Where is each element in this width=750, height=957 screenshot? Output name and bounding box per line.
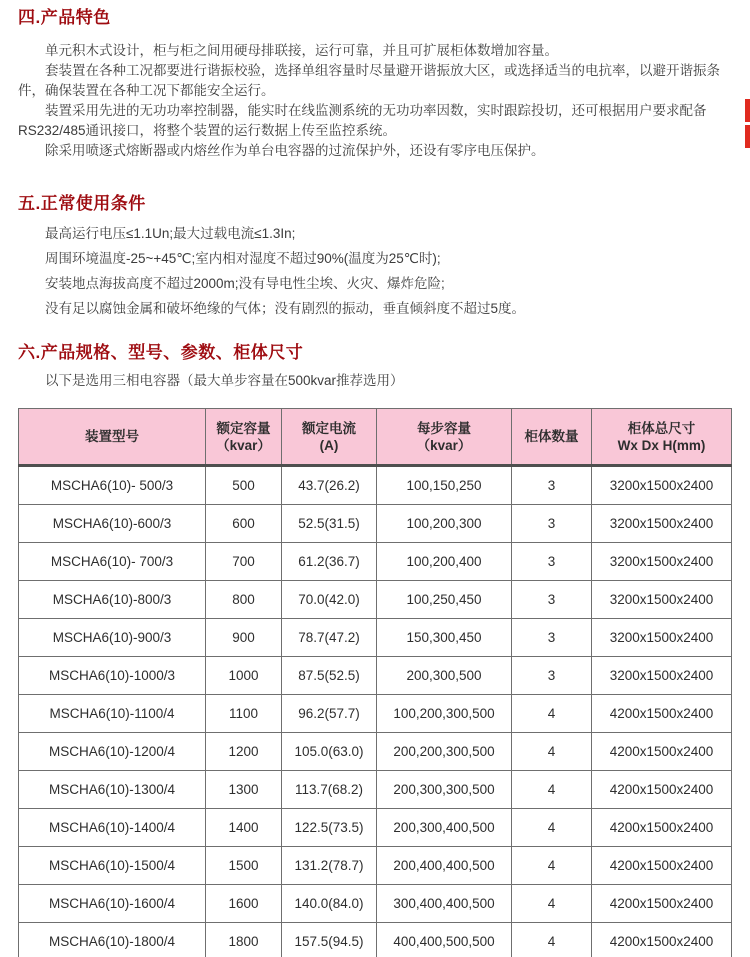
table-cell: 70.0(42.0) bbox=[282, 581, 377, 619]
column-header-cabinet-count: 柜体数量 bbox=[512, 409, 592, 466]
feature-paragraph: 套装置在各种工况都要进行谐振校验，选择单组容量时尽量避开谐振放大区，或选择适当的电抗率，以避开谐振条件，确保装置在各种工况下都能安全运行。 bbox=[18, 63, 720, 98]
table-cell: 4200x1500x2400 bbox=[592, 695, 732, 733]
table-cell: 800 bbox=[206, 581, 282, 619]
table-cell: 700 bbox=[206, 543, 282, 581]
table-cell: 3200x1500x2400 bbox=[592, 657, 732, 695]
condition-line: 周围环境温度-25~+45℃;室内相对湿度不超过90%(温度为25℃时); bbox=[45, 251, 441, 266]
table-cell: 4200x1500x2400 bbox=[592, 847, 732, 885]
table-cell: 122.5(73.5) bbox=[282, 809, 377, 847]
table-cell: 3 bbox=[512, 505, 592, 543]
table-cell: 1300 bbox=[206, 771, 282, 809]
table-cell: 200,200,300,500 bbox=[377, 733, 512, 771]
table-cell: 400,400,500,500 bbox=[377, 923, 512, 957]
table-cell: 600 bbox=[206, 505, 282, 543]
spec-table bbox=[18, 408, 732, 957]
table-cell: MSCHA6(10)-1100/4 bbox=[19, 695, 206, 733]
table-row bbox=[19, 885, 732, 923]
table-cell: 1500 bbox=[206, 847, 282, 885]
table-cell: 3200x1500x2400 bbox=[592, 619, 732, 657]
table-cell: MSCHA6(10)-1200/4 bbox=[19, 733, 206, 771]
table-cell: 200,300,300,500 bbox=[377, 771, 512, 809]
table-cell: 500 bbox=[206, 466, 282, 505]
table-cell: MSCHA6(10)- 700/3 bbox=[19, 543, 206, 581]
table-cell: 1600 bbox=[206, 885, 282, 923]
table-cell: 4 bbox=[512, 923, 592, 957]
feature-paragraph: 单元积木式设计，柜与柜之间用硬母排联接，运行可靠，并且可扩展柜体数增加容量。 bbox=[45, 43, 558, 58]
spec-table-header bbox=[19, 409, 732, 466]
table-row bbox=[19, 466, 732, 505]
table-cell: 4 bbox=[512, 771, 592, 809]
feature-paragraph: 除采用喷逐式熔断器或内熔丝作为单台电容器的过流保护外，还设有零序电压保护。 bbox=[45, 143, 545, 158]
table-cell: 3 bbox=[512, 581, 592, 619]
table-cell: 4 bbox=[512, 695, 592, 733]
section-product-features bbox=[18, 8, 732, 161]
table-row bbox=[19, 733, 732, 771]
table-cell: 3200x1500x2400 bbox=[592, 505, 732, 543]
header-row bbox=[19, 409, 732, 466]
table-cell: 78.7(47.2) bbox=[282, 619, 377, 657]
table-cell: 100,200,300,500 bbox=[377, 695, 512, 733]
table-cell: 100,150,250 bbox=[377, 466, 512, 505]
table-cell: MSCHA6(10)- 500/3 bbox=[19, 466, 206, 505]
table-cell: 52.5(31.5) bbox=[282, 505, 377, 543]
table-cell: 43.7(26.2) bbox=[282, 466, 377, 505]
feature-paragraph: 装置采用先进的无功功率控制器，能实时在线监测系统的无功功率因数，实时跟踪投切，还可根据用户要求配备RS232/485通讯接口，将整个装置的运行数据上传至监控系统。 bbox=[18, 103, 707, 138]
table-cell: 3200x1500x2400 bbox=[592, 581, 732, 619]
table-cell: 150,300,450 bbox=[377, 619, 512, 657]
column-header-step-capacity: 每步容量 （kvar） bbox=[377, 409, 512, 466]
table-cell: 4200x1500x2400 bbox=[592, 733, 732, 771]
table-cell: 3 bbox=[512, 619, 592, 657]
page-edge-red-mark bbox=[745, 99, 750, 122]
features-paragraphs bbox=[18, 41, 732, 161]
table-cell: 100,250,450 bbox=[377, 581, 512, 619]
table-cell: 1100 bbox=[206, 695, 282, 733]
table-row bbox=[19, 581, 732, 619]
table-cell: 1200 bbox=[206, 733, 282, 771]
column-header-cabinet-size: 柜体总尺寸 Wx Dx H(mm) bbox=[592, 409, 732, 466]
table-cell: MSCHA6(10)-900/3 bbox=[19, 619, 206, 657]
table-row bbox=[19, 923, 732, 957]
section-heading-specs: 六.产品规格、型号、参数、柜体尺寸 bbox=[18, 343, 304, 362]
table-cell: 200,400,400,500 bbox=[377, 847, 512, 885]
section-usage-conditions bbox=[18, 194, 732, 321]
table-cell: 1800 bbox=[206, 923, 282, 957]
table-cell: 100,200,400 bbox=[377, 543, 512, 581]
table-row bbox=[19, 809, 732, 847]
column-header-model: 装置型号 bbox=[19, 409, 206, 466]
table-row bbox=[19, 505, 732, 543]
table-cell: 3 bbox=[512, 657, 592, 695]
table-cell: 4 bbox=[512, 733, 592, 771]
table-cell: 1400 bbox=[206, 809, 282, 847]
condition-line: 最高运行电压≤1.1Un;最大过载电流≤1.3In; bbox=[45, 226, 296, 241]
table-cell: 200,300,500 bbox=[377, 657, 512, 695]
table-row bbox=[19, 619, 732, 657]
table-cell: 96.2(57.7) bbox=[282, 695, 377, 733]
page-edge-red-mark bbox=[745, 125, 750, 148]
table-cell: MSCHA6(10)-600/3 bbox=[19, 505, 206, 543]
table-cell: 4 bbox=[512, 885, 592, 923]
spec-table-body bbox=[19, 466, 732, 957]
specs-note: 以下是选用三相电容器（最大单步容量在500kvar推荐选用） bbox=[45, 373, 404, 388]
table-row bbox=[19, 657, 732, 695]
table-cell: MSCHA6(10)-800/3 bbox=[19, 581, 206, 619]
table-cell: 3 bbox=[512, 543, 592, 581]
table-cell: 200,300,400,500 bbox=[377, 809, 512, 847]
table-cell: 87.5(52.5) bbox=[282, 657, 377, 695]
table-row bbox=[19, 695, 732, 733]
table-cell: 140.0(84.0) bbox=[282, 885, 377, 923]
section-heading-features: 四.产品特色 bbox=[18, 8, 111, 27]
table-cell: MSCHA6(10)-1500/4 bbox=[19, 847, 206, 885]
section-product-specs bbox=[18, 343, 732, 957]
column-header-rated-capacity: 额定容量 （kvar） bbox=[206, 409, 282, 466]
section-heading-conditions: 五.正常使用条件 bbox=[18, 194, 146, 213]
table-cell: 131.2(78.7) bbox=[282, 847, 377, 885]
table-cell: 300,400,400,500 bbox=[377, 885, 512, 923]
condition-line: 没有足以腐蚀金属和破坏绝缘的气体；没有剧烈的振动，垂直倾斜度不超过5度。 bbox=[45, 301, 526, 316]
table-cell: 100,200,300 bbox=[377, 505, 512, 543]
table-cell: MSCHA6(10)-1600/4 bbox=[19, 885, 206, 923]
table-cell: MSCHA6(10)-1400/4 bbox=[19, 809, 206, 847]
table-cell: MSCHA6(10)-1000/3 bbox=[19, 657, 206, 695]
table-cell: 157.5(94.5) bbox=[282, 923, 377, 957]
condition-lines bbox=[18, 221, 732, 321]
table-cell: 4 bbox=[512, 847, 592, 885]
table-cell: 61.2(36.7) bbox=[282, 543, 377, 581]
table-cell: 900 bbox=[206, 619, 282, 657]
table-row bbox=[19, 847, 732, 885]
table-cell: 4200x1500x2400 bbox=[592, 885, 732, 923]
table-cell: 4200x1500x2400 bbox=[592, 771, 732, 809]
table-cell: 3200x1500x2400 bbox=[592, 543, 732, 581]
table-row bbox=[19, 543, 732, 581]
table-cell: 4200x1500x2400 bbox=[592, 809, 732, 847]
condition-line: 安装地点海拔高度不超过2000m;没有导电性尘埃、火灾、爆炸危险; bbox=[45, 276, 445, 291]
table-row bbox=[19, 771, 732, 809]
table-cell: 113.7(68.2) bbox=[282, 771, 377, 809]
table-cell: 3200x1500x2400 bbox=[592, 466, 732, 505]
table-cell: MSCHA6(10)-1300/4 bbox=[19, 771, 206, 809]
column-header-rated-current: 额定电流 (A) bbox=[282, 409, 377, 466]
table-cell: 4 bbox=[512, 809, 592, 847]
table-cell: 4200x1500x2400 bbox=[592, 923, 732, 957]
table-cell: 105.0(63.0) bbox=[282, 733, 377, 771]
table-cell: 1000 bbox=[206, 657, 282, 695]
table-cell: 3 bbox=[512, 466, 592, 505]
table-cell: MSCHA6(10)-1800/4 bbox=[19, 923, 206, 957]
